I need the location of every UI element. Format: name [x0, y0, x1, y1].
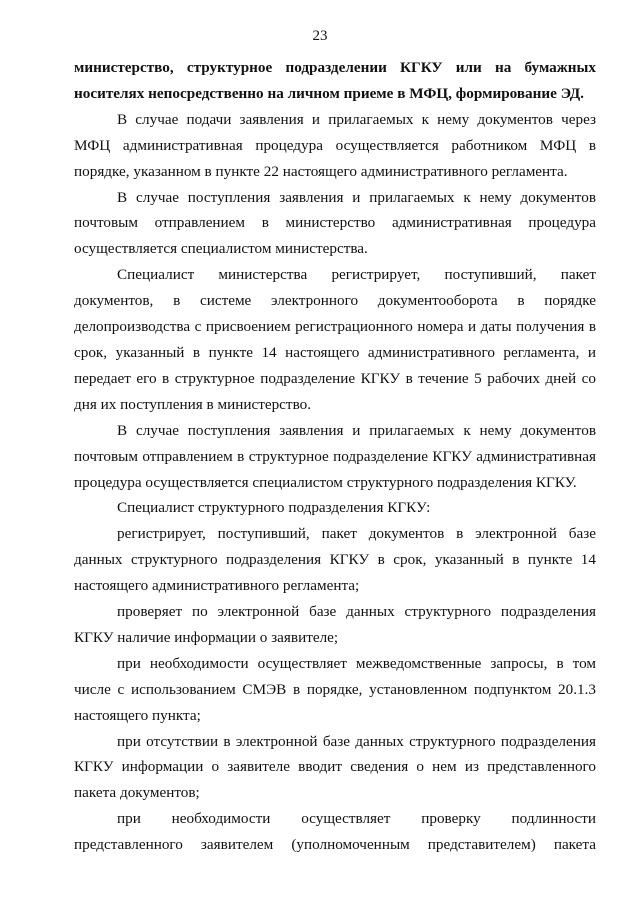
- paragraph: Специалист министерства регистрирует, поступивший, пакет документов, в системе электронного документооборота в порядке делопроизводства с присвоением регистрационного номера и даты получения в срок, указанный в пункте 14 настоящего административного регламента, и передает его в структурное подразделение КГКУ в течение 5 рабочих дней со дня их поступления в министерство.: [74, 266, 596, 413]
- paragraph: при необходимости осуществляет проверку подлинности представленного заявителем (уполномоченным представителем) пакета: [74, 810, 596, 854]
- document-body: [74, 55, 596, 858]
- paragraph: при отсутствии в электронной базе данных структурного подразделения КГКУ информации о заявителе вводит сведения о нем из представленного пакета документов;: [74, 732, 596, 802]
- paragraph: В случае подачи заявления и прилагаемых к нему документов через МФЦ административная процедура осуществляется работником МФЦ в порядке, указанном в пункте 22 настоящего административного регламента.: [74, 110, 596, 180]
- paragraph: В случае поступления заявления и прилагаемых к нему документов почтовым отправлением в министерство административная процедура осуществляется специалистом министерства.: [74, 188, 596, 258]
- paragraph: проверяет по электронной базе данных структурного подразделения КГКУ наличие информации о заявителе;: [74, 603, 596, 646]
- paragraph: В случае поступления заявления и прилагаемых к нему документов почтовым отправлением в структурное подразделение КГКУ административная процедура осуществляется специалистом структурного подразделения КГКУ.: [74, 421, 596, 491]
- paragraph: регистрирует, поступивший, пакет документов в электронной базе данных структурного подразделения КГКУ в срок, указанный в пункте 14 настоящего административного регламента;: [74, 525, 596, 595]
- paragraph-bold-continuation: министерство, структурное подразделении КГКУ или на бумажных носителях непосредственно на личном приеме в МФЦ, формирование ЭД.: [74, 59, 596, 102]
- paragraph: при необходимости осуществляет межведомственные запросы, в том числе с использованием СМЭВ в порядке, установленном подпунктом 20.1.3 настоящего пункта;: [74, 654, 596, 724]
- paragraph: Специалист структурного подразделения КГКУ:: [117, 499, 431, 517]
- page-number: 23: [312, 28, 328, 44]
